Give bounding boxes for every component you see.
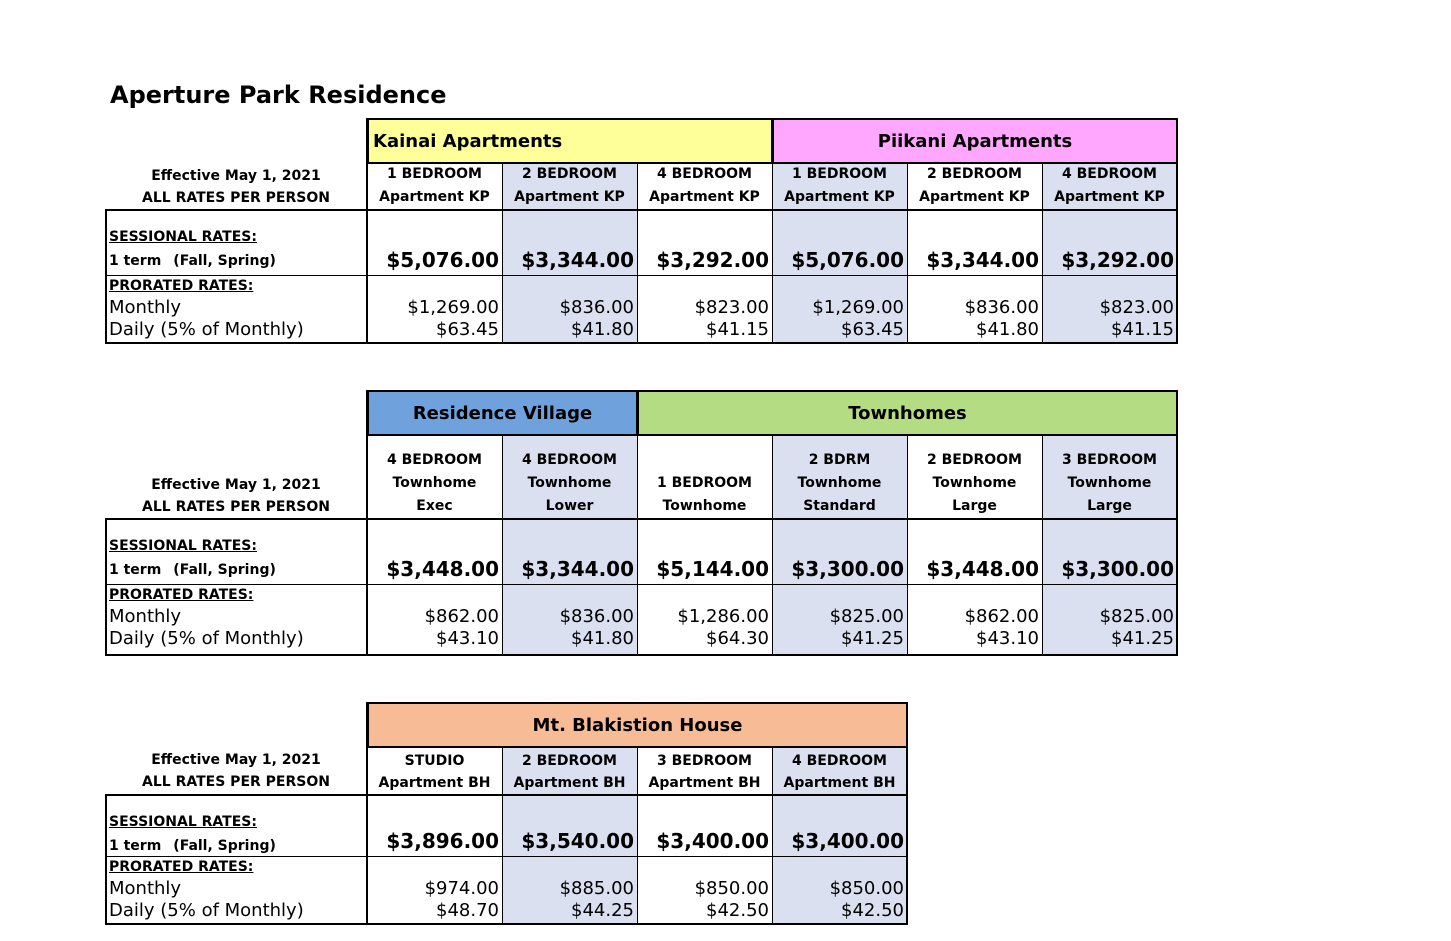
daily-rate: $43.10 (436, 628, 499, 649)
column-header-line: Lower (545, 498, 594, 514)
term-rate: $3,896.00 (386, 829, 499, 853)
daily-rate: $41.25 (1111, 628, 1174, 649)
monthly-rate: $836.00 (559, 297, 634, 318)
monthly-rate: $823.00 (694, 297, 769, 318)
table-edge (906, 702, 908, 794)
monthly-rate: $885.00 (559, 878, 634, 899)
monthly-rate: $850.00 (829, 878, 904, 899)
column-header-line: 1 BEDROOM (792, 166, 887, 182)
column-header (772, 748, 907, 794)
term-rate: $3,344.00 (521, 248, 634, 272)
column-header-line: 2 BEDROOM (522, 753, 617, 769)
column-header-line: 2 BDRM (808, 452, 871, 468)
monthly-rate: $836.00 (559, 606, 634, 627)
monthly-label: Monthly (109, 297, 182, 318)
term-label (109, 253, 276, 269)
table-edge (1176, 118, 1178, 209)
column-header-line: 4 BEDROOM (792, 753, 887, 769)
column-header (502, 164, 637, 209)
monthly-rate: $823.00 (1099, 297, 1174, 318)
daily-rate: $44.25 (571, 900, 634, 921)
term-rate: $3,448.00 (926, 557, 1039, 581)
term-detail: (Fall, Spring) (173, 253, 276, 269)
column-header-line: Townhome (662, 498, 747, 514)
column-header-line: 4 BEDROOM (522, 452, 617, 468)
column-header-line: Apartment KP (784, 189, 895, 205)
row-divider (105, 856, 907, 857)
column-header (1042, 436, 1177, 518)
group-header-table3-0: Mt. Blakistion House (367, 702, 908, 748)
monthly-rate: $862.00 (964, 606, 1039, 627)
column-header-line: Townhome (392, 475, 477, 491)
effective-date-table3 (105, 749, 367, 793)
monthly-rate: $850.00 (694, 878, 769, 899)
effective-date: Effective May 1, 2021 (151, 477, 321, 493)
daily-rate: $41.25 (841, 628, 904, 649)
term-rate: $3,400.00 (791, 829, 904, 853)
column-header-line: 2 BEDROOM (927, 452, 1022, 468)
prorated-rates-label: PRORATED RATES: (109, 859, 254, 875)
term-rate: $3,292.00 (656, 248, 769, 272)
effective-date-table2 (105, 474, 367, 518)
column-header (772, 436, 907, 518)
group-header-table1-1: Piikani Apartments (772, 118, 1178, 164)
column-header-line: Apartment KP (919, 189, 1030, 205)
column-header-line: Exec (416, 498, 453, 514)
monthly-rate: $1,286.00 (677, 606, 769, 627)
column-header (637, 436, 772, 518)
column-header-line: STUDIO (404, 753, 465, 769)
column-header-line: 3 BEDROOM (657, 753, 752, 769)
effective-date-table1 (105, 165, 367, 209)
daily-rate: $63.45 (436, 319, 499, 340)
term-rate: $5,076.00 (386, 248, 499, 272)
term-rate: $3,448.00 (386, 557, 499, 581)
column-header-line: Apartment BH (648, 775, 761, 791)
column-header-line: 1 BEDROOM (387, 166, 482, 182)
group-header-table2-0: Residence Village (367, 390, 638, 436)
column-header-line: Apartment KP (649, 189, 760, 205)
column-header (367, 748, 502, 794)
monthly-label: Monthly (109, 606, 182, 627)
daily-rate: $42.50 (706, 900, 769, 921)
term-rate: $3,400.00 (656, 829, 769, 853)
column-header (1042, 164, 1177, 209)
column-header-line: Apartment KP (514, 189, 625, 205)
monthly-rate: $1,269.00 (407, 297, 499, 318)
column-header-line: Apartment BH (513, 775, 626, 791)
term-detail: (Fall, Spring) (173, 562, 276, 578)
daily-label: Daily (5% of Monthly) (109, 900, 304, 921)
term-rate: $3,540.00 (521, 829, 634, 853)
term-label-text: 1 term (109, 253, 162, 269)
daily-rate: $42.50 (841, 900, 904, 921)
column-header-line: 2 BEDROOM (927, 166, 1022, 182)
column-header-line: Apartment KP (1054, 189, 1165, 205)
column-header (907, 436, 1042, 518)
rates-basis: ALL RATES PER PERSON (142, 774, 330, 790)
effective-date: Effective May 1, 2021 (151, 752, 321, 768)
column-header-line: 4 BEDROOM (657, 166, 752, 182)
column-header-line: Apartment BH (783, 775, 896, 791)
row-divider (105, 584, 1177, 585)
daily-rate: $41.15 (1111, 319, 1174, 340)
term-rate: $3,300.00 (1061, 557, 1174, 581)
column-header (502, 748, 637, 794)
table-edge (1176, 390, 1178, 518)
daily-rate: $41.80 (571, 319, 634, 340)
term-rate: $5,144.00 (656, 557, 769, 581)
daily-rate: $64.30 (706, 628, 769, 649)
group-header-table1-0: Kainai Apartments (367, 118, 773, 164)
column-header-line: 4 BEDROOM (1062, 166, 1157, 182)
column-header-line: Large (1087, 498, 1132, 514)
term-rate: $3,344.00 (926, 248, 1039, 272)
rates-basis: ALL RATES PER PERSON (142, 499, 330, 515)
column-header-line: Apartment KP (379, 189, 490, 205)
column-header-line: 2 BEDROOM (522, 166, 617, 182)
rates-basis: ALL RATES PER PERSON (142, 190, 330, 206)
daily-rate: $63.45 (841, 319, 904, 340)
column-header-line: Standard (803, 498, 876, 514)
monthly-label: Monthly (109, 878, 182, 899)
monthly-rate: $825.00 (1099, 606, 1174, 627)
term-detail: (Fall, Spring) (173, 838, 276, 854)
column-header-line: Townhome (1067, 475, 1152, 491)
column-header-line: 3 BEDROOM (1062, 452, 1157, 468)
term-rate: $3,300.00 (791, 557, 904, 581)
column-header-line: Townhome (932, 475, 1017, 491)
row-divider (105, 275, 1177, 276)
prorated-rates-label: PRORATED RATES: (109, 587, 254, 603)
column-header (367, 436, 502, 518)
daily-rate: $48.70 (436, 900, 499, 921)
group-header-table2-1: Townhomes (637, 390, 1178, 436)
column-header-line: Large (952, 498, 997, 514)
column-header-line: Townhome (527, 475, 612, 491)
sessional-rates-label: SESSIONAL RATES: (109, 538, 257, 554)
column-header (907, 164, 1042, 209)
daily-rate: $43.10 (976, 628, 1039, 649)
page-title: Aperture Park Residence (110, 81, 447, 109)
monthly-rate: $974.00 (424, 878, 499, 899)
column-header (367, 164, 502, 209)
column-header (772, 164, 907, 209)
term-rate: $3,344.00 (521, 557, 634, 581)
column-header-line: 4 BEDROOM (387, 452, 482, 468)
effective-date: Effective May 1, 2021 (151, 168, 321, 184)
sessional-rates-label: SESSIONAL RATES: (109, 229, 257, 245)
daily-label: Daily (5% of Monthly) (109, 628, 304, 649)
term-label (109, 562, 276, 578)
term-label-text: 1 term (109, 838, 162, 854)
term-rate: $5,076.00 (791, 248, 904, 272)
monthly-rate: $862.00 (424, 606, 499, 627)
daily-rate: $41.80 (976, 319, 1039, 340)
prorated-rates-label: PRORATED RATES: (109, 278, 254, 294)
daily-label: Daily (5% of Monthly) (109, 319, 304, 340)
column-header-line: Townhome (797, 475, 882, 491)
monthly-rate: $1,269.00 (812, 297, 904, 318)
column-header (637, 164, 772, 209)
column-header-line: 1 BEDROOM (657, 475, 752, 491)
term-rate: $3,292.00 (1061, 248, 1174, 272)
daily-rate: $41.15 (706, 319, 769, 340)
column-header (502, 436, 637, 518)
sessional-rates-label: SESSIONAL RATES: (109, 814, 257, 830)
term-label-text: 1 term (109, 562, 162, 578)
monthly-rate: $836.00 (964, 297, 1039, 318)
term-label (109, 838, 276, 854)
column-header-line: Apartment BH (378, 775, 491, 791)
daily-rate: $41.80 (571, 628, 634, 649)
monthly-rate: $825.00 (829, 606, 904, 627)
column-header (637, 748, 772, 794)
